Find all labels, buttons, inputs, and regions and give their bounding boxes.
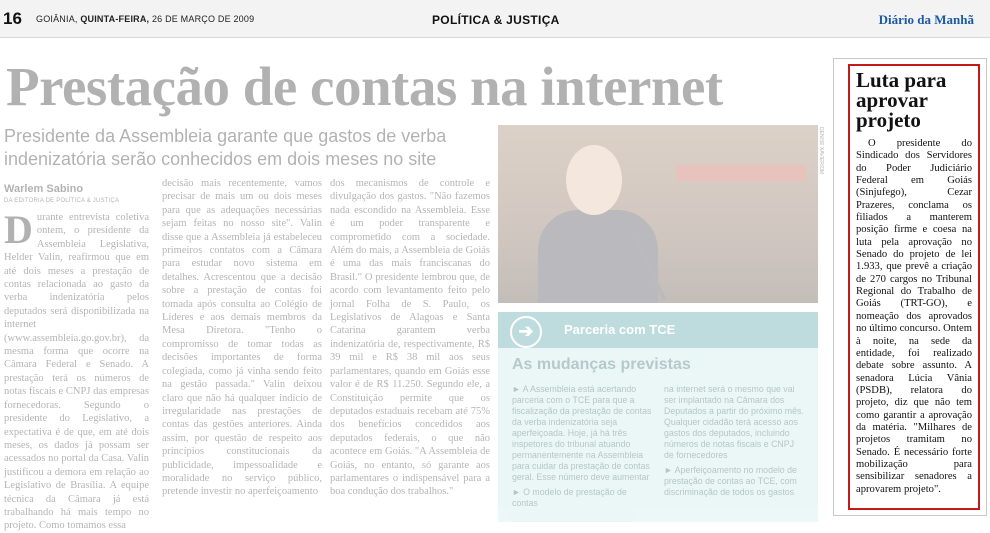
infobox-item: ► A Assembleia está acertando parceria com o TCE para que a fiscalização da prestação de contas da verba indenizatória seja aperfeiçoada. Hoje, já há três inspetores do tribunal atuando permanentemente na Assembleia para cuidar da prestação de contas geral. Esse número deve aumentar [512,384,652,482]
dateline-date: 26 DE MARÇO DE 2009 [151,14,255,24]
sidebar-title: Luta para aprovar projeto [856,68,947,132]
article-column-1 [4,207,149,533]
photo-banner [676,165,806,181]
article-column-3: dos mecanismos de controle e divulgação dos gastos. "Não fazemos nada escondido na Assembleia. Esse é um poder transparente e comprometido com a sociedade. Além do mais, a Assembleia de Goiás é uma das mais franciscanas do Brasil." O presidente lembrou que, de acordo com levantamento feito pelo jornal Folha de S. Paulo, os Legislativos de Alagoas e Santa Catarina garantem verba indenizatória de, respectivamente, R$ 39 mil e R$ 38 mil aos seus parlamentares, quando em Goiás esse valor é de R$ 11.250. Segundo ele, a Constituição permite que os deputados estaduais recebam até 75% dos benefícios concedidos aos deputados federais, o que não acontece em Goiás. "A Assembleia de Goiás, no entanto, só garante aos parlamentares o indispensável para a boa condução dos trabalhos." [330,178,490,498]
infobox-item: na internet será o mesmo que vai ser implantado na Câmara dos Deputados a partir do próximo mês. Qualquer cidadão terá acesso aos gastos dos deputados, incluindo números de notas fiscais e CNPJ de fornecedores [664,384,804,460]
sidebar-body: O presidente do Sindicado dos Servidores do Poder Judiciário Federal em Goiás (Sinjufego), Cezar Prazeres, conclama os filiados a manterem posição firme e coesa na luta pela aprovação no Senado do projeto de lei 1.933, que prevê a criação de 270 cargos no Tribunal Regional do Trabalho de Goiás (TRT-GO), e nomeação dos aprovados no último concurso. Ontem à noite, na sede da entidade, foi realizado debate sobre assunto. A senadora Lúcia Vânia (PSDB), relatora do projeto, diz que não tem como garantir a aprovação da matéria. "Milhares de projetos tramitam no Senado. É necessário forte mobilização para sensibilizar senadores a aprovarem projeto". [856,138,972,495]
infobox-title: Parceria com TCE [564,322,676,337]
tce-infobox [498,312,818,522]
page-header [0,0,990,38]
infobox-item: ► Aperfeiçoamento no modelo de prestação de contas ao TCE, com discriminação de todos os gastos [664,465,797,497]
article-headline: Prestação de contas na internet [6,56,723,117]
column-1-text: urante entrevista coletiva ontem, o presidente da Assembleia Legislativa, Helder Valin, reafirmou que em até dois meses a prestação de contas relacionada ao gasto da verba indenizatória pelos deputados será disponibilizada na internet (www.assembleia.go.gov.br), da mesma forma que ocorre na Câmara Federal e Senado. A prestação terá os números de notas fiscais e CNPJ das empresas fornecedoras. Segundo o presidente do Legislativo, a expectativa é de que, em até dois meses, os dados já possam ser acessados no portal da Casa. Valin justificou a demora em relação ao Legislativo de Brasília. A equipe técnica da Câmara já está trabalhando há mais tempo no projeto. Como tomamos essa [4,212,149,532]
page-number: 16 [3,9,22,28]
article-byline: Warlem Sabino [4,183,84,195]
infobox-column-left [512,384,652,513]
drop-cap: D [4,207,33,252]
infobox-subtitle: As mudanças previstas [512,356,691,373]
dateline-city: GOIÂNIA, [36,14,78,24]
newspaper-logo: Diário da Manhã [878,12,974,27]
dateline-weekday: QUINTA-FEIRA, [80,14,150,24]
section-title: POLÍTICA & JUSTIÇA [432,13,560,27]
photo-person-body [538,210,658,303]
infobox-item: ► O modelo de prestação de contas [512,487,627,508]
photo-person-head [566,145,622,215]
article-photo [498,125,818,303]
article-author-role: DA EDITORIA DE POLÍTICA & JUSTIÇA [4,198,120,204]
faded-article [0,37,830,532]
highlighted-sidebar [848,64,980,510]
dateline [36,14,254,24]
article-column-2: decisão mais recentemente, vamos precisar de mais um ou dois meses para que as adequações necessárias sejam feitas no nosso site". Valin disse que a Assembleia já estabeleceu primeiros contatos com a Câmara para estudar novo sistema em detalhes. Acrescentou que a decisão sobre a prestação de contas foi tomada após consulta ao Colégio de Líderes e aos demais membros da Mesa Diretora. "Tenho o compromisso de tomar todas as decisões importantes de forma colegiada, como já vinha sendo feito na gestão passada." Valin deixou claro que não há qualquer indício de irregularidade nas prestações de contas das gestões anteriores. Ainda assim, por questão de respeito aos princípios constitucionais da publicidade, impessoalidade e moralidade no serviço público, pretende investir no aperfeiçoamento [162,178,322,498]
arrow-right-icon: ➔ [510,316,542,348]
article-subhead: Presidente da Assembleia garante que gastos de verba indenizatória serão conhecidos em dois meses no site [4,126,447,169]
infobox-column-right [664,384,804,502]
infobox-title-bar [498,312,818,348]
photo-credit: DENISE XAVIER/DM [818,127,824,175]
